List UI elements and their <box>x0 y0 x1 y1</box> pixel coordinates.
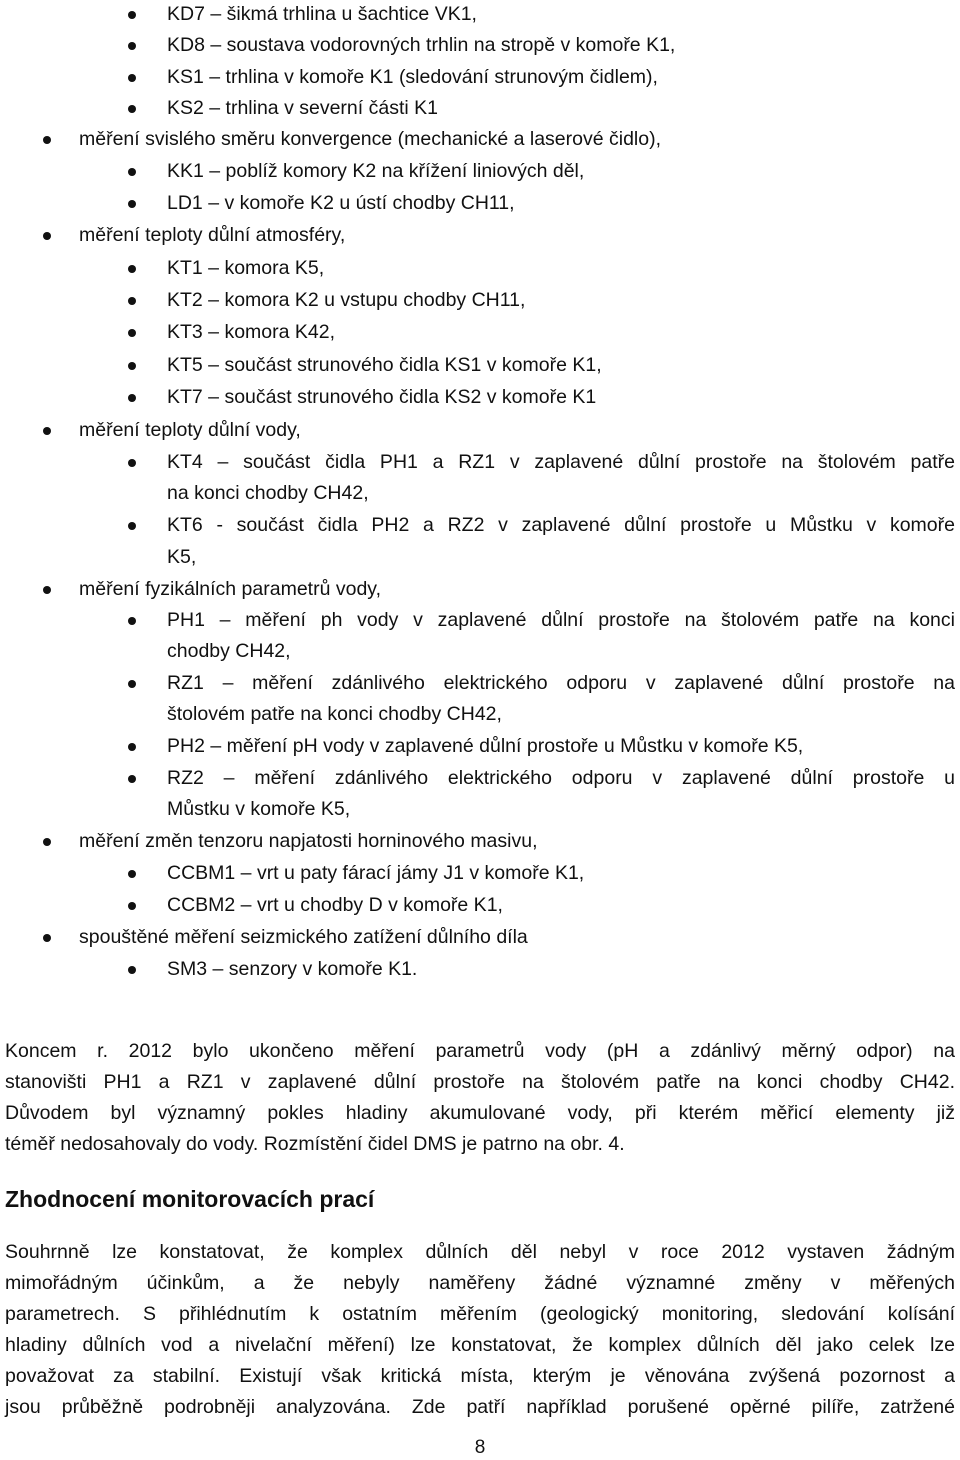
list-item-continuation: Můstku v komoře K5, <box>167 798 351 820</box>
paragraph-line: mimořádným účinkům, a že nebyly naměřeny žádné významné změny v měřených <box>5 1272 955 1294</box>
bullet-icon <box>128 11 136 19</box>
list-item <box>0 731 960 762</box>
bullet-icon <box>128 522 136 530</box>
bullet-icon <box>128 680 136 688</box>
list-item-text: KD7 – šikmá trhlina u šachtice VK1, <box>167 3 477 25</box>
list-item-text: RZ1 – měření zdánlivého elektrického odporu v zaplavené důlní prostoře na <box>167 672 955 694</box>
paragraph-line: parametrech. S přihlédnutím k ostatním měřením (geologický monitoring, sledování kolísání <box>5 1303 955 1325</box>
bullet-icon <box>128 168 136 176</box>
bullet-icon <box>128 775 136 783</box>
bullet-icon <box>128 617 136 625</box>
list-item-continuation: štolovém patře na konci chodby CH42, <box>167 703 502 725</box>
bullet-icon <box>128 42 136 50</box>
list-item-text: měření teploty důlní vody, <box>79 419 301 441</box>
list-item-continuation: chodby CH42, <box>167 640 291 662</box>
list-item-text: měření teploty důlní atmosféry, <box>79 224 346 246</box>
list-item <box>0 124 960 155</box>
list-item <box>0 0 960 30</box>
list-item <box>0 447 960 478</box>
list-item-text: KT7 – součást strunového čidla KS2 v komoře K1 <box>167 386 597 408</box>
list-item <box>0 763 960 794</box>
bullet-icon <box>128 105 136 113</box>
list-item <box>0 510 960 541</box>
page-number: 8 <box>474 1437 486 1458</box>
bullet-icon <box>128 362 136 370</box>
list-item <box>0 574 960 605</box>
list-item-text: KS2 – trhlina v severní části K1 <box>167 97 438 119</box>
list-item-continuation: K5, <box>167 546 197 568</box>
bullet-icon <box>128 200 136 208</box>
list-item-text: KT1 – komora K5, <box>167 257 325 279</box>
list-item-text: KT2 – komora K2 u vstupu chodby CH11, <box>167 289 526 311</box>
bullet-icon <box>43 586 51 594</box>
paragraph-line: Koncem r. 2012 bylo ukončeno měření parametrů vody (pH a zdánlivý měrný odpor) na <box>5 1040 955 1062</box>
list-item <box>0 605 960 636</box>
bullet-icon <box>43 232 51 240</box>
bullet-icon <box>128 74 136 82</box>
bullet-icon <box>128 966 136 974</box>
paragraph-line: stanovišti PH1 a RZ1 v zaplavené důlní prostoře na štolovém patře na konci chodby CH42. <box>5 1071 955 1093</box>
list-item-continuation: na konci chodby CH42, <box>167 482 369 504</box>
list-item-text: KK1 – poblíž komory K2 na křížení liniových děl, <box>167 160 585 182</box>
list-item <box>0 668 960 699</box>
list-item <box>0 317 960 348</box>
list-item <box>0 220 960 251</box>
list-item <box>0 93 960 124</box>
bullet-icon <box>43 136 51 144</box>
paragraph-line: považovat za stabilní. Existují však kritická místa, kterým je věnována zvýšená pozornost a <box>5 1365 955 1387</box>
bullet-icon <box>43 838 51 846</box>
list-item-text: KT4 – součást čidla PH1 a RZ1 v zaplavené důlní prostoře na štolovém patře <box>167 451 955 473</box>
bullet-icon <box>128 902 136 910</box>
list-item <box>0 30 960 61</box>
list-item-text: měření fyzikálních parametrů vody, <box>79 578 382 600</box>
paragraph-line: Souhrnně lze konstatovat, že komplex důlních děl nebyl v roce 2012 vystaven žádným <box>5 1241 955 1263</box>
bullet-icon <box>128 394 136 402</box>
bullet-icon <box>43 427 51 435</box>
list-item-text: CCBM2 – vrt u chodby D v komoře K1, <box>167 894 503 916</box>
bullet-icon <box>128 329 136 337</box>
list-item-text: LD1 – v komoře K2 u ústí chodby CH11, <box>167 192 515 214</box>
list-item <box>0 415 960 446</box>
list-item <box>0 922 960 953</box>
bullet-icon <box>128 459 136 467</box>
paragraph-line: téměř nedosahovaly do vody. Rozmístění čidel DMS je patrno na obr. 4. <box>5 1133 625 1155</box>
list-item <box>0 156 960 187</box>
paragraph-line: jsou průběžně podrobněji analyzována. Zde patří například porušené opěrné pilíře, zatržené <box>5 1396 955 1418</box>
list-item <box>0 350 960 381</box>
list-item <box>0 285 960 316</box>
list-item <box>0 382 960 413</box>
list-item-text: KD8 – soustava vodorovných trhlin na stropě v komoře K1, <box>167 34 676 56</box>
list-item-text: PH2 – měření pH vody v zaplavené důlní prostoře u Můstku v komoře K5, <box>167 735 804 757</box>
bullet-icon <box>128 265 136 273</box>
list-item <box>0 890 960 921</box>
list-item <box>0 954 960 985</box>
list-item <box>0 188 960 219</box>
bullet-icon <box>128 297 136 305</box>
list-item-text: KT6 - součást čidla PH2 a RZ2 v zaplavené důlní prostoře u Můstku v komoře <box>167 514 955 536</box>
section-heading: Zhodnocení monitorovacích prací <box>5 1186 375 1212</box>
paragraph-line: Důvodem byl významný pokles hladiny akumulované vody, při kterém měřicí elementy již <box>5 1102 955 1124</box>
list-item-text: spouštěné měření seizmického zatížení důlního díla <box>79 926 528 948</box>
list-item-text: PH1 – měření ph vody v zaplavené důlní prostoře na štolovém patře na konci <box>167 609 955 631</box>
paragraph-line: hladiny důlních vod a nivelační měření) lze konstatovat, že komplex důlních děl jako celek lze <box>5 1334 955 1356</box>
list-item <box>0 62 960 93</box>
list-item-text: RZ2 – měření zdánlivého elektrického odporu v zaplavené důlní prostoře u <box>167 767 955 789</box>
list-item-text: KT5 – součást strunového čidla KS1 v komoře K1, <box>167 354 602 376</box>
bullet-icon <box>128 870 136 878</box>
bullet-icon <box>128 743 136 751</box>
list-item-text: měření svislého směru konvergence (mechanické a laserové čidlo), <box>79 128 662 150</box>
list-item-text: CCBM1 – vrt u paty fárací jámy J1 v komoře K1, <box>167 862 585 884</box>
list-item-text: KT3 – komora K42, <box>167 321 335 343</box>
list-item-text: měření změn tenzoru napjatosti horninového masivu, <box>79 830 538 852</box>
list-item-text: KS1 – trhlina v komoře K1 (sledování strunovým čidlem), <box>167 66 658 88</box>
bullet-icon <box>43 934 51 942</box>
list-item <box>0 826 960 857</box>
list-item-text: SM3 – senzory v komoře K1. <box>167 958 418 980</box>
list-item <box>0 858 960 889</box>
list-item <box>0 253 960 284</box>
